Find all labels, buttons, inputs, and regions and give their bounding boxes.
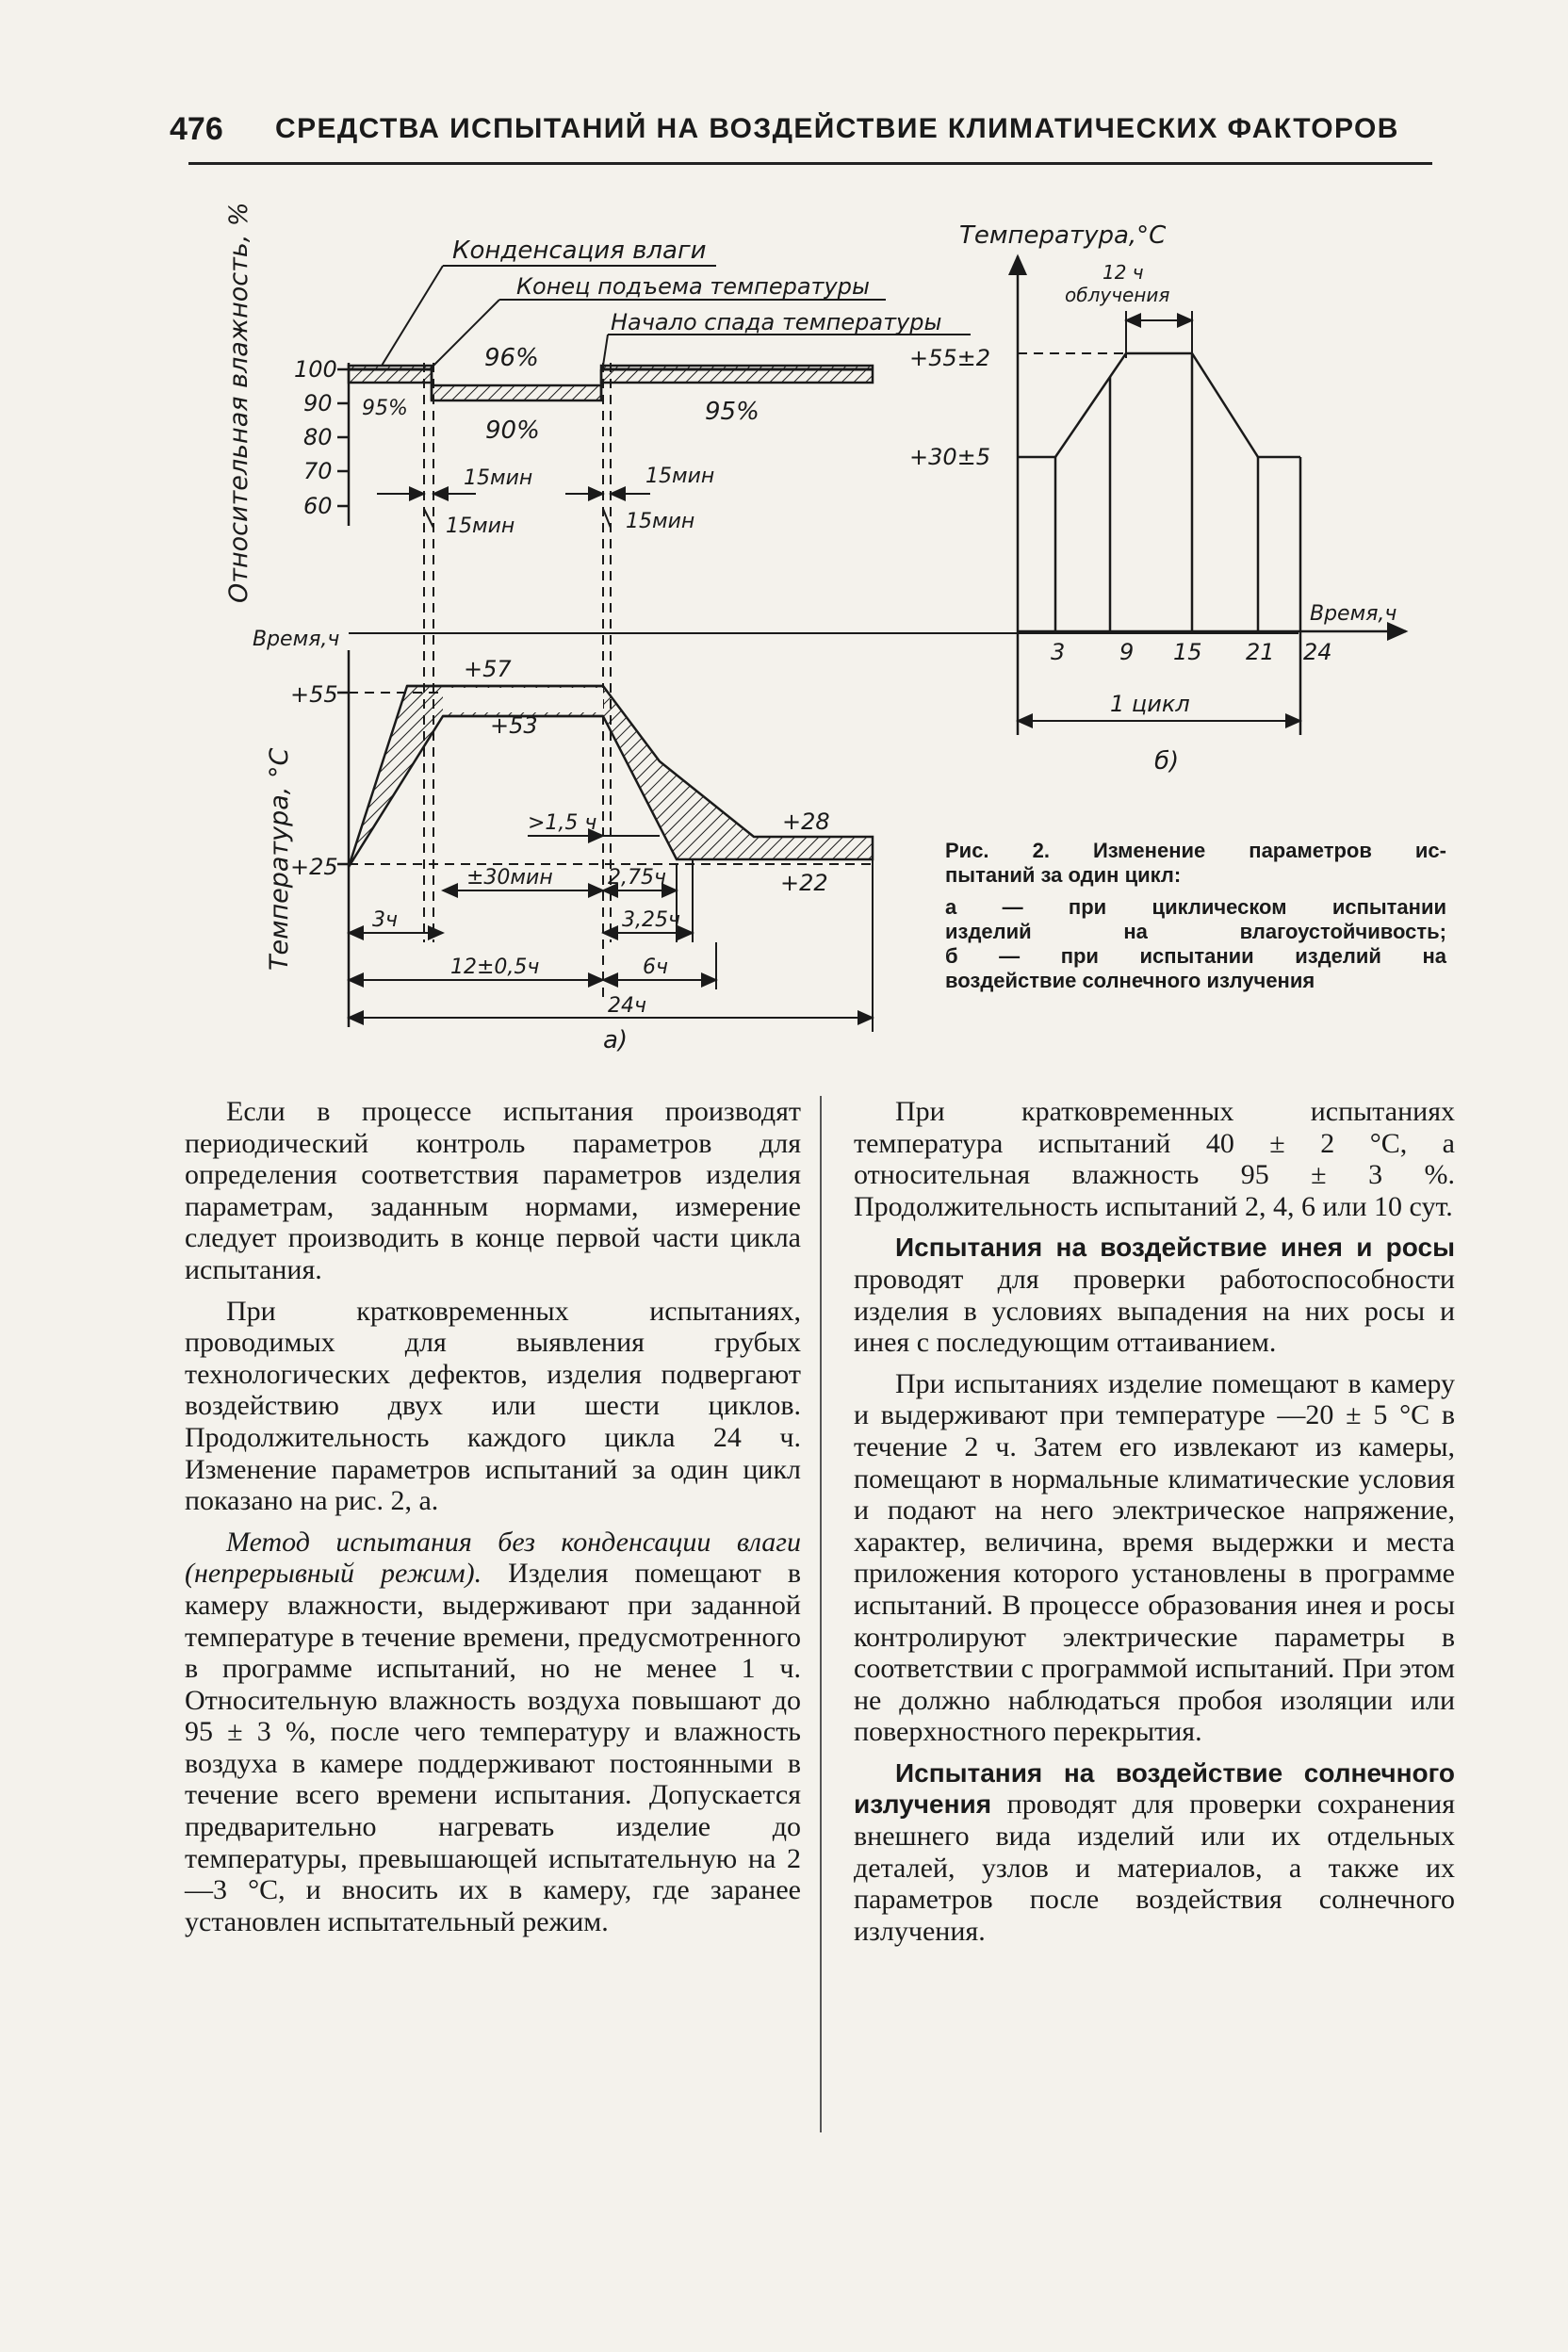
figure-caption (945, 839, 1446, 993)
time-label-30min: ±30мин (466, 866, 553, 890)
interval-15min-1: 15мин (464, 466, 533, 490)
figure-b-xlabel: Время,ч (1310, 602, 1397, 626)
caption-b-2: воздействие солнечного излучения (945, 969, 1315, 992)
temp-label-22: +22 (780, 870, 828, 896)
irradiation-label-2: облучения (1065, 284, 1170, 306)
temperature-axis-label: Температура, °С (265, 747, 294, 971)
figure-b-ylabel: Температура,°С (959, 221, 1167, 250)
humidity-label-95-left: 95% (362, 397, 408, 420)
running-title: СРЕДСТВА ИСПЫТАНИЙ НА ВОЗДЕЙСТВИЕ КЛИМАТИЧЕСКИХ ФАКТОРОВ (275, 113, 1399, 144)
caption-title-2: пытаний за один цикл: (945, 863, 1182, 887)
temp-label-28: +28 (782, 808, 830, 835)
page-number: 476 (170, 111, 223, 147)
time-label-6h: 6ч (643, 956, 668, 979)
time-label-1-5h: >1,5 ч (528, 811, 597, 835)
temp-tick-55: +55 (290, 681, 338, 708)
figure-b-xtick-21: 21 (1246, 639, 1275, 665)
time-label-12h: 12±0,5ч (450, 956, 540, 979)
section-heading-solar: Испытания на воздействие солнечного излучения (854, 1757, 1455, 1820)
figure-b-sublabel: б) (1154, 747, 1180, 776)
caption-a-1: а — при циклическом испытании (945, 895, 1446, 919)
caption-a-2: изделий на влагоустойчивость; (945, 920, 1446, 943)
humidity-tick-60: 60 (303, 493, 333, 519)
fall-start-callout: Начало спада температуры (611, 309, 942, 335)
paragraph: При кратковременных испытаниях, проводимых для выявления грубых технологических дефектов, изделия подвергают воздействию двух или шести циклов. Продолжительность каждого цикла 24 ч. Изменение параметров испытаний за один цикл показано на рис. 2, а. (185, 1295, 801, 1517)
figure-b-xtick-24: 24 (1303, 639, 1332, 665)
humidity-tick-80: 80 (303, 424, 333, 450)
interval-15min-2: 15мин (446, 514, 515, 538)
figure-b-xtick-3: 3 (1051, 639, 1066, 665)
time-label-24h: 24ч (608, 994, 646, 1018)
left-column (185, 1096, 801, 1937)
section-heading-frost: Испытания на воздействие инея и росы (895, 1233, 1455, 1263)
paragraph: При кратковременных испытаниях температура испытаний 40 ± 2 °С, а относительная влажность 95 ± 3 %. Продолжительность испытаний 2, 4, 6 или 10 сут. (854, 1096, 1455, 1222)
humidity-tick-70: 70 (303, 458, 333, 484)
time-label-2-75h: 2,75ч (608, 866, 666, 890)
humidity-tick-100: 100 (294, 356, 337, 383)
figure-b-ytick-55: +55±2 (909, 345, 991, 371)
interval-15min-4: 15мин (626, 510, 695, 533)
humidity-label-90: 90% (485, 416, 540, 445)
humidity-label-95-right: 95% (705, 398, 760, 426)
time-axis-label-a: Время,ч (253, 628, 340, 651)
column-rule (820, 1096, 822, 2132)
figure-b-ytick-30: +30±5 (909, 444, 991, 470)
temp-label-53: +53 (490, 712, 538, 739)
figure-b (1018, 256, 1406, 735)
rise-end-callout: Конец подъема температуры (516, 273, 870, 300)
figure-b-xtick-9: 9 (1119, 639, 1135, 665)
paragraph-text: Изделия помещают в камеру влажности, выдерживают при заданной температуре в течение времени, предусмотренного в программе испытаний, но не менее 1 ч. Относительную влажность воздуха повышают до 95 ± 3 %, после чего температуру и влажность воздуха в камере поддерживают постоянными в течение всего времени испытания. Допускается предварительно нагревать изделие до температуры, превышающей испытательную на 2—3 °С, и вносить их в камеру, где заранее установлен испытательный режим. (185, 1558, 802, 1937)
interval-15min-3: 15мин (645, 465, 715, 488)
figure-a-sublabel: а) (603, 1026, 629, 1054)
paragraph (185, 1527, 801, 1938)
humidity-label-96: 96% (484, 344, 539, 372)
condensation-callout: Конденсация влаги (452, 237, 707, 265)
caption-b-1: б — при испытании изделий на (945, 944, 1446, 968)
caption-title-1: Рис. 2. Изменение параметров ис- (945, 839, 1446, 862)
paragraph-text: проводят для проверки работоспособности изделия в условиях выпадения на них росы и инея с последующим оттаиванием. (854, 1263, 1455, 1359)
time-label-3-25h: 3,25ч (622, 908, 680, 932)
humidity-axis-label: Относительная влажность, % (224, 202, 253, 603)
paragraph: При испытаниях изделие помещают в камеру и выдерживают при температуре —20 ± 5 °С в течение 2 ч. Затем его извлекают из камеры, помещают в нормальные климатические условия и подают на него электрическое напряжение, характер, величина, время выдержки и места приложения которого установлены в программе испытаний. В процессе образования инея и росы контролируют электрические параметры в соответствии с программой испытаний. При этом не должно наблюдаться пробоя изоляции или поверхностного перекрытия. (854, 1367, 1455, 1748)
humidity-tick-90: 90 (303, 390, 333, 416)
temp-tick-25: +25 (290, 854, 338, 880)
right-column (854, 1096, 1455, 1947)
figure-b-xtick-15: 15 (1173, 639, 1202, 665)
paragraph (854, 1232, 1455, 1358)
time-label-3h: 3ч (372, 908, 398, 932)
paragraph (854, 1757, 1455, 1948)
temp-label-57: +57 (464, 656, 512, 682)
method-heading: Метод испытания без конденсации влаги (непрерывный режим). (185, 1526, 801, 1590)
paragraph: Если в процессе испытания производят периодический контроль параметров для определения соответствия параметров изделия параметрам, заданным нормами, измерение следует производить в конце первой части цикла испытания. (185, 1096, 801, 1285)
irradiation-label-1: 12 ч (1102, 261, 1144, 284)
cycle-label: 1 цикл (1110, 691, 1190, 717)
paragraph-text: проводят для проверки сохранения внешнего вида изделий или их отдельных деталей, узлов и материалов, а также их параметров после воздействия солнечного излучения. (854, 1788, 1455, 1947)
